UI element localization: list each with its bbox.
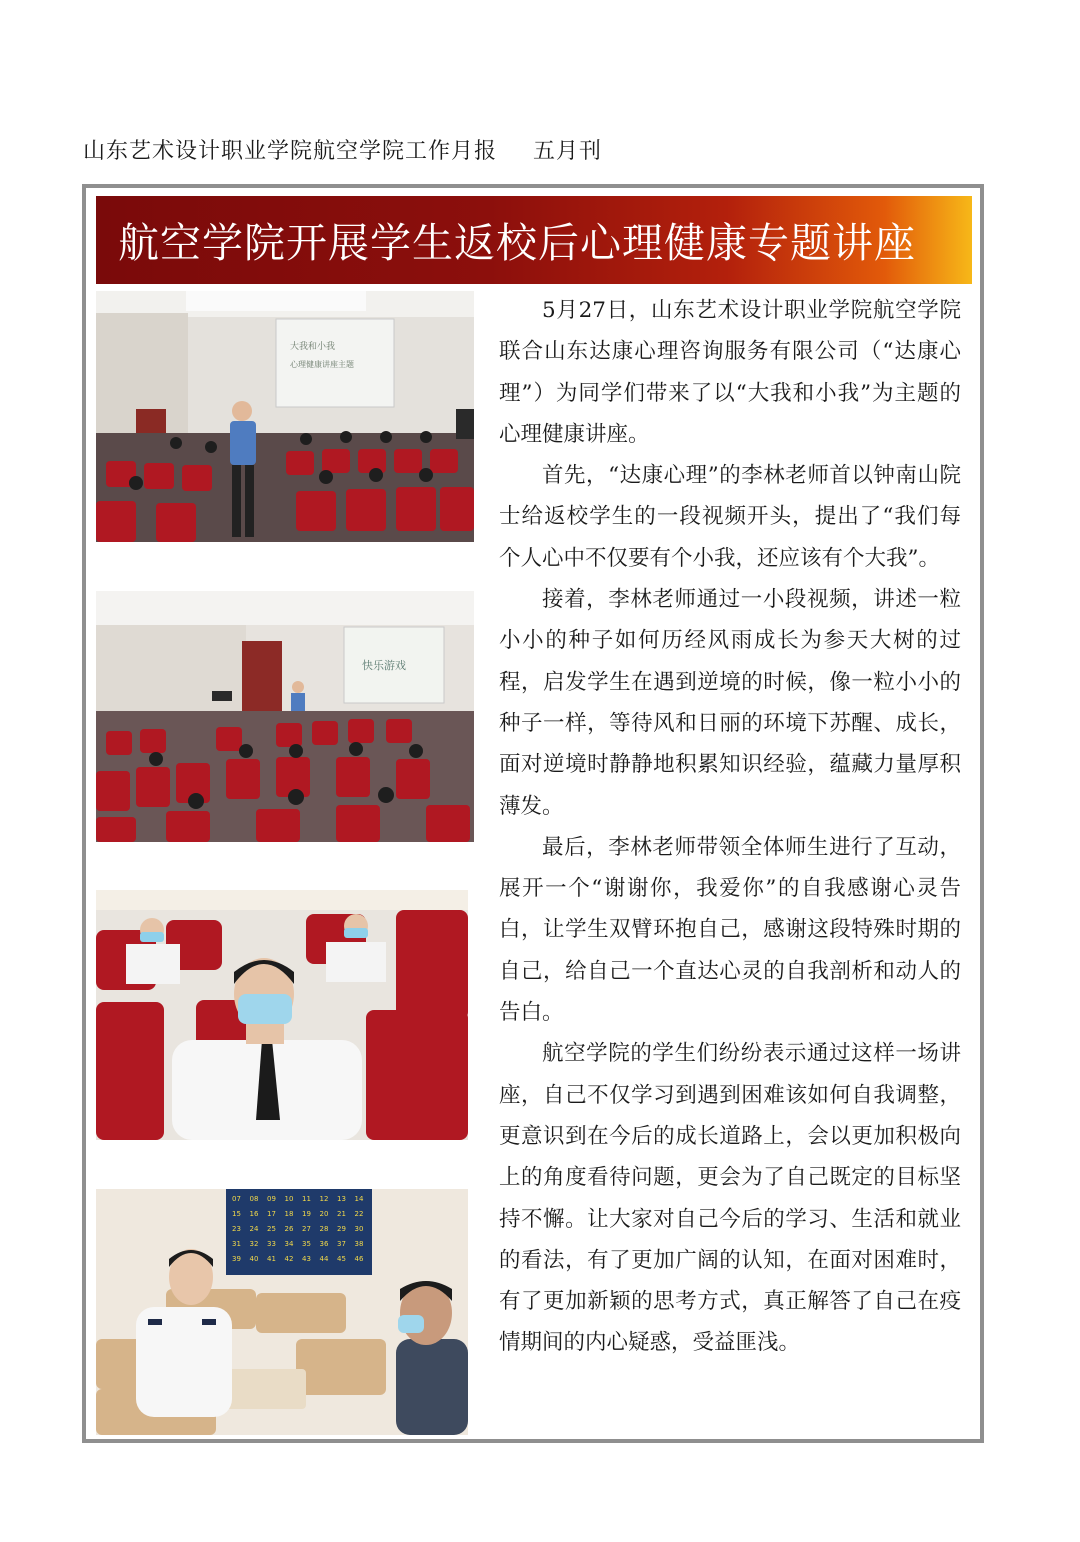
seat-number-label: 21 xyxy=(337,1210,346,1218)
seat-number-label: 27 xyxy=(302,1225,311,1233)
seat-number-label: 16 xyxy=(249,1210,259,1218)
seat-number-label: 29 xyxy=(337,1225,346,1233)
seat-number-label: 31 xyxy=(232,1240,241,1248)
seat-number-label: 36 xyxy=(319,1240,329,1248)
article-paragraph-3: 接着，李林老师通过一小段视频，讲述一粒小小的种子如何历经风雨成长为参天大树的过程，启发学生在遇到逆境的时候，像一粒小小的种子一样，等待风和日丽的环境下苏醒、成长，面对逆境时静静地积累知识经验，蕴藏力量厚积薄发。 xyxy=(499,587,961,819)
screen-text-3: 快乐游戏 xyxy=(362,659,406,672)
seat-number-label: 14 xyxy=(354,1195,364,1203)
seat-number-label: 07 xyxy=(232,1195,241,1203)
issue-label: 五月刊 xyxy=(533,139,603,164)
seat-number-board xyxy=(226,1189,372,1275)
article-paragraph-2: 首先，“达康心理”的李林老师首以钟南山院士给返校学生的一段视频开头，提出了“我们每个人心中不仅要有个小我，还应该有个大我”。 xyxy=(499,463,961,571)
article-paragraph-5: 航空学院的学生们纷纷表示通过这样一场讲座，自己不仅学习到遇到困难该如何自我调整，更意识到在今后的成长道路上，会以更加积极向上的角度看待问题，更会为了自己既定的目标坚持不懈。让大家对自己今后的学习、生活和就业的看法，有了更加广阔的认知，在面对困难时，有了更加新颖的思考方式，真正解答了自己在疫情期间的内心疑惑，受益匪浅。 xyxy=(499,1041,961,1356)
publication-name: 山东艺术设计职业学院航空学院工作月报 xyxy=(83,139,498,164)
seat-number-label: 44 xyxy=(319,1255,329,1263)
seat-number-label: 19 xyxy=(302,1210,311,1218)
article-frame xyxy=(82,184,984,1443)
seat-number-label: 15 xyxy=(232,1210,241,1218)
seat-number-label: 41 xyxy=(267,1255,276,1263)
seat-number-label: 30 xyxy=(354,1225,364,1233)
title-banner xyxy=(96,196,972,284)
seat-number-label: 13 xyxy=(337,1195,346,1203)
seat-number-label: 28 xyxy=(319,1225,329,1233)
seat-number-label: 18 xyxy=(284,1210,294,1218)
seat-number-label: 37 xyxy=(337,1240,346,1248)
seat-number-label: 32 xyxy=(249,1240,259,1248)
seat-number-label: 11 xyxy=(302,1195,311,1203)
article-paragraph-4: 最后，李林老师带领全体师生进行了互动，展开一个“谢谢你，我爱你”的自我感谢心灵告白，让学生双臂环抱自己，感谢这段特殊时期的自己，给自己一个直达心灵的自我剖析和动人的告白。 xyxy=(499,834,961,1026)
seat-number-label: 43 xyxy=(302,1255,311,1263)
seat-number-label: 33 xyxy=(267,1240,276,1248)
seat-number-label: 35 xyxy=(302,1240,311,1248)
article-body xyxy=(499,290,961,1364)
seat-number-label: 25 xyxy=(267,1225,276,1233)
photo-student-close-up xyxy=(96,890,468,1140)
photo-lecture-speaker xyxy=(96,291,474,542)
seat-number-label: 09 xyxy=(267,1195,276,1203)
screen-text-1: 大我和小我 xyxy=(290,342,336,352)
seat-number-label: 40 xyxy=(249,1255,259,1263)
publication-header xyxy=(83,134,602,165)
article-title: 航空学院开展学生返校后心理健康专题讲座 xyxy=(118,219,916,267)
seat-number-label: 23 xyxy=(232,1225,241,1233)
presenter-figure xyxy=(291,681,305,713)
seat-number-label: 46 xyxy=(354,1255,364,1263)
seat-number-label: 24 xyxy=(249,1225,259,1233)
seat-number-label: 20 xyxy=(319,1210,329,1218)
seat-number-label: 34 xyxy=(284,1240,294,1248)
seat-number-label: 12 xyxy=(319,1195,329,1203)
seat-number-label: 42 xyxy=(284,1255,294,1263)
screen-text-2: 心理健康讲座主题 xyxy=(290,360,354,369)
seat-number-label: 22 xyxy=(354,1210,364,1218)
seat-number-label: 08 xyxy=(249,1195,259,1203)
seat-number-label: 26 xyxy=(284,1225,294,1233)
photo-classroom xyxy=(96,1189,468,1435)
seat-number-label: 45 xyxy=(337,1255,346,1263)
seat-number-label: 39 xyxy=(232,1255,241,1263)
article-paragraph-1: 5月27日，山东艺术设计职业学院航空学院联合山东达康心理咨询服务有限公司（“达康心理”）为同学们带来了以“大我和小我”为主题的心理健康讲座。 xyxy=(499,298,961,447)
seat-number-label: 17 xyxy=(267,1210,276,1218)
photo-lecture-audience xyxy=(96,591,474,842)
seat-number-label: 38 xyxy=(354,1240,364,1248)
seat-number-label: 10 xyxy=(284,1195,294,1203)
